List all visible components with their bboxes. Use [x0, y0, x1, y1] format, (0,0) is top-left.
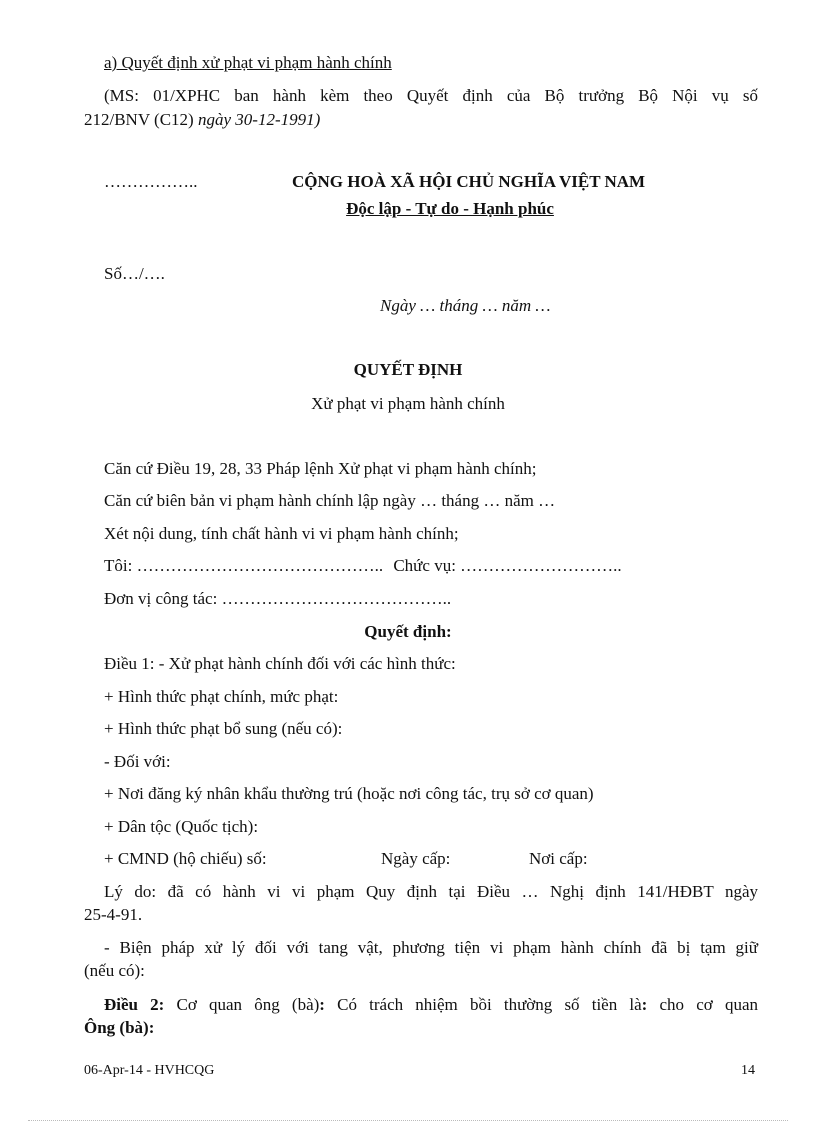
subject-line: - Đối với: — [104, 752, 171, 771]
article-2-colon-2: : — [641, 995, 648, 1014]
legal-basis-1: Căn cứ Điều 19, 28, 33 Pháp lệnh Xử phạt vi phạm hành chính; — [104, 459, 537, 478]
page-bottom-divider — [28, 1120, 788, 1121]
measures-line-2: (nếu có): — [84, 961, 145, 980]
ethnicity-line: + Dân tộc (Quốc tịch): — [104, 817, 259, 836]
decision-number: Số…/…. — [104, 264, 165, 283]
measures-line-1: - Biện pháp xử lý đối với tang vật, phương tiện vi phạm hành chính đã bị tạm giữ — [104, 938, 758, 957]
document-subtitle: Xử phạt vi phạm hành chính — [311, 394, 505, 413]
id-card-line — [104, 849, 267, 869]
article-2-person-colon: : — [148, 1018, 155, 1037]
article-2-colon-1: : — [319, 995, 325, 1014]
nation-title: CỘNG HOÀ XÃ HỘI CHỦ NGHĨA VIỆT NAM — [292, 172, 646, 191]
signer-line — [104, 556, 622, 576]
ms-line-1: (MS: 01/XPHC ban hành kèm theo Quyết định của Bộ trưởng Bộ Nội vụ số — [104, 86, 758, 105]
issue-date-label: Ngày cấp: — [381, 849, 451, 868]
article-2-line-2 — [84, 1018, 154, 1038]
article-2-label: Điều 2: — [104, 995, 165, 1014]
work-unit-field: Đơn vị công tác: ………………………………….. — [104, 589, 452, 608]
section-heading: a) Quyết định xử phạt vi phạm hành chính — [104, 53, 392, 72]
issue-place-label: Nơi cấp: — [529, 849, 588, 868]
additional-penalty: + Hình thức phạt bổ sung (nếu có): — [104, 719, 343, 738]
consideration: Xét nội dung, tính chất hành vi vi phạm hành chính; — [104, 524, 459, 543]
article-2-text-1: Cơ quan ông (bà) — [164, 995, 320, 1014]
position-field: Chức vụ: ……………………….. — [393, 556, 622, 575]
article-2-line-1 — [104, 995, 758, 1015]
ms-line-2 — [84, 110, 320, 130]
legal-basis-2: Căn cứ biên bản vi phạm hành chính lập ngày … tháng … năm … — [104, 491, 556, 510]
main-penalty: + Hình thức phạt chính, mức phạt: — [104, 687, 339, 706]
issuer-placeholder: …………….. — [104, 172, 198, 191]
residence-line: + Nơi đăng ký nhân khẩu thường trú (hoặc nơi công tác, trụ sở cơ quan) — [104, 784, 594, 803]
document-title: QUYẾT ĐỊNH — [353, 360, 463, 379]
article-2-text-3: cho cơ quan — [647, 995, 758, 1014]
reason-line-2: 25-4-91. — [84, 905, 143, 924]
article-1: Điều 1: - Xử phạt hành chính đối với các hình thức: — [104, 654, 456, 673]
decides-heading: Quyết định: — [364, 622, 452, 641]
reason-line-1: Lý do: đã có hành vi vi phạm Quy định tại Điều … Nghị định 141/HĐBT ngày — [104, 882, 758, 901]
footer-page-number: 14 — [741, 1063, 755, 1078]
footer-date-org: 06-Apr-14 - HVHCQG — [84, 1063, 215, 1078]
article-2-text-2: Có trách nhiệm bồi thường số tiền là — [324, 995, 642, 1014]
date-line: Ngày … tháng … năm … — [380, 296, 551, 315]
ms-line-2-normal: 212/BNV (C12) — [84, 110, 198, 129]
ms-line-2-date: ngày 30-12-1991) — [197, 110, 321, 129]
article-2-person: Ông (bà) — [84, 1018, 149, 1037]
signer-name-field: Tôi: …………………………………….. — [104, 556, 384, 575]
id-number-label: + CMND (hộ chiếu) số: — [104, 849, 267, 868]
motto: Độc lập - Tự do - Hạnh phúc — [346, 199, 554, 218]
